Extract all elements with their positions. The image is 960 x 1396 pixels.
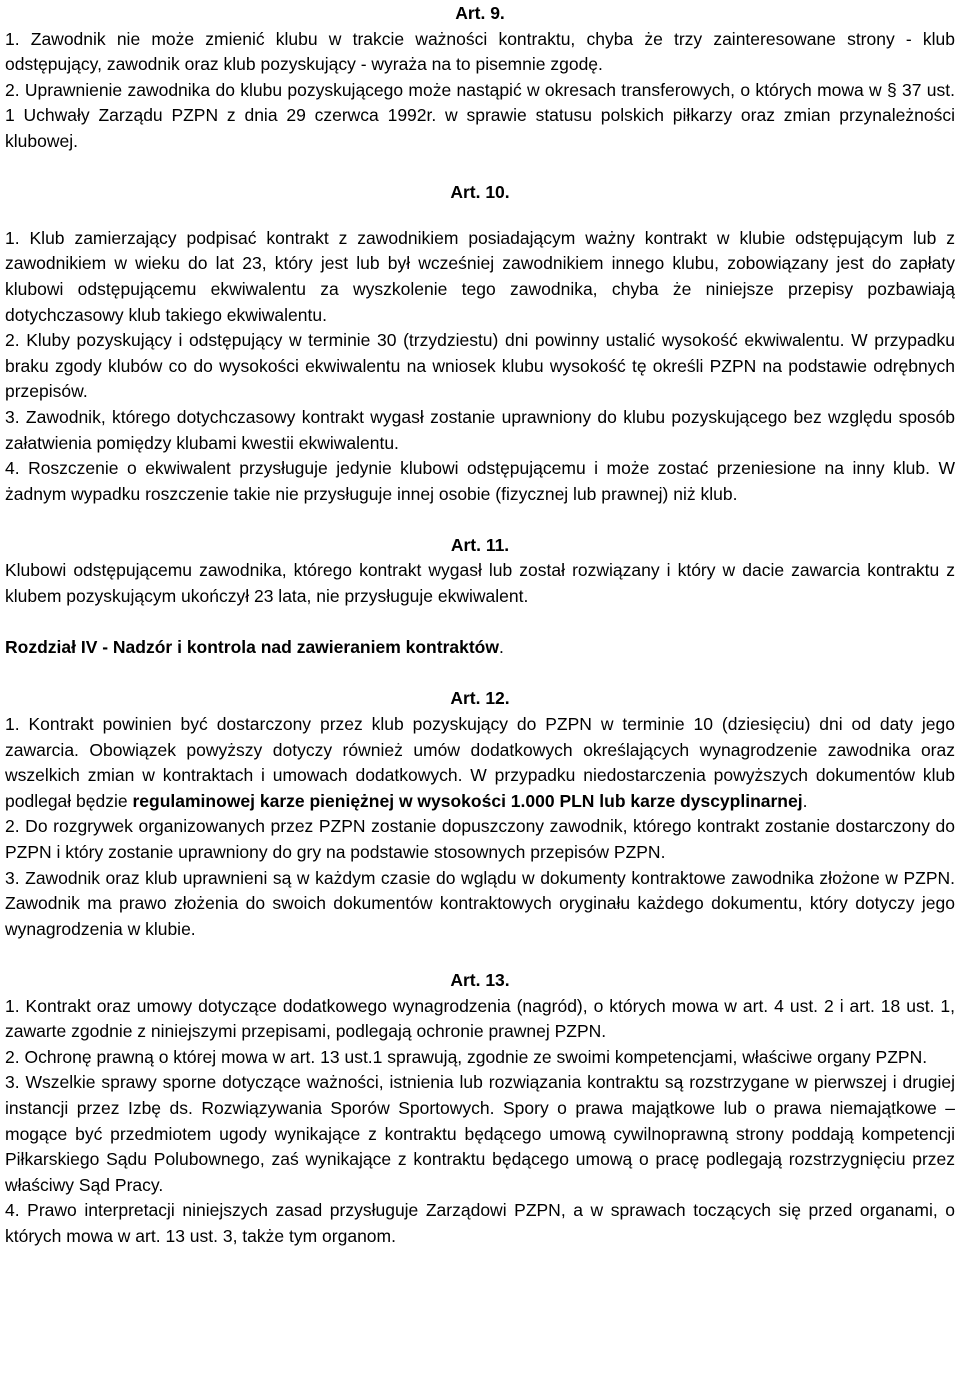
spacer <box>5 507 955 533</box>
art-10-heading: Art. 10. <box>450 182 510 203</box>
art-13-paragraph-1: 1. Kontrakt oraz umowy dotyczące dodatkowego wynagrodzenia (nagród), o których mowa w art. 4 ust. 2 i art. 18 ust. 1, zawarte zgodnie z niniejszymi przepisami, podlegają ochronie prawnej PZPN. <box>5 995 955 1042</box>
art-12-paragraph-1-text: 1. Kontrakt powinien być dostarczony przez klub pozyskujący do PZPN w terminie 10 (dziesięciu) dni od daty jego zawarcia. Obowiązek powyższy dotyczy również umów dodatkowych określających wynagrodzenie zawodnika oraz wszelkich zmian w kontraktach i umowach dodatkowych. W przypadku niedostarczenia powyższych dokumentów klub podlegał będzie <box>5 714 955 811</box>
spacer <box>5 155 955 181</box>
chapter-4-title-dot: . <box>498 637 504 658</box>
art-12-heading: Art. 12. <box>450 688 510 709</box>
art-12-penalty-bold: regulaminowej karze pieniężnej w wysokości 1.000 PLN lub karze dyscyplinarnej <box>132 790 803 811</box>
art-10-paragraph-1: 1. Klub zamierzający podpisać kontrakt z zawodnikiem posiadającym ważny kontrakt w klubie odstępującym lub z zawodnikiem w wieku do lat 23, który jest lub był wcześniej zawodnikiem innego klubu, zobowiązany jest do zapłaty klubowi odstępującemu ekwiwalentu za wyszkolenie tego zawodnika, chyba że niniejsze przepisy pozbawiają dotychczasowy klub takiego ekwiwalentu. <box>5 227 955 325</box>
art-12-paragraph-1-end: . <box>802 790 808 811</box>
art-10-paragraph-4: 4. Roszczenie o ekwiwalent przysługuje jedynie klubowi odstępującemu i może zostać przeniesione na inny klub. W żadnym wypadku roszczenie takie nie przysługuje innej osobie (fizycznej lub prawnej) niż klub. <box>5 458 955 504</box>
art-10-paragraph-3: 3. Zawodnik, którego dotychczasowy kontrakt wygasł zostanie uprawniony do klubu pozyskującego bez względu sposób załatwienia pomiędzy klubami kwestii ekwiwalentu. <box>5 406 955 453</box>
art-13-heading: Art. 13. <box>450 969 510 990</box>
art-12-paragraph-2: 2. Do rozgrywek organizowanych przez PZPN zostanie dopuszczony zawodnik, którego kontrakt zostanie dostarczony do PZPN i który zostanie uprawniony do gry na podstawie stosownych przepisów PZPN. <box>5 816 955 862</box>
art-13-paragraph-3: 3. Wszelkie sprawy sporne dotyczące ważności, istnienia lub rozwiązania kontraktu są rozstrzygane w pierwszej i drugiej instancji przez Izbę ds. Rozwiązywania Sporów Sportowych. Spory o prawa majątkowe lub o prawa niemajątkowe – mogące być przedmiotem ugody wynikające z kontraktu będącego umową cywilnoprawną strony poddają kompetencji Piłkarskiego Sądu Polubownego, zaś wynikające z kontraktu będącego umową o pracę podlegają rozstrzygnięciu przez właściwy Sąd Pracy. <box>5 1072 955 1195</box>
art-12-paragraph-1 <box>5 712 955 814</box>
art-11-paragraph-1: Klubowi odstępującemu zawodnika, którego kontrakt wygasł lub został rozwiązany i który w dacie zawarcia kontraktu z klubem pozyskującym ukończył 23 lata, nie przysługuje ekwiwalent. <box>5 560 955 607</box>
art-9-heading: Art. 9. <box>455 3 505 23</box>
art-13-paragraph-4: 4. Prawo interpretacji niniejszych zasad przysługuje Zarządowi PZPN, a w sprawach toczących się przed organami, o których mowa w art. 13 ust. 3, także tym organom. <box>5 1200 955 1246</box>
art-9-paragraph-2: 2. Uprawnienie zawodnika do klubu pozyskującego może nastąpić w okresach transferowych, o których mowa w § 37 ust. 1 Uchwały Zarządu PZPN z dnia 29 czerwca 1992r. w sprawie statusu polskich piłkarzy oraz zmian przynależności klubowej. <box>5 79 955 151</box>
spacer <box>5 610 955 636</box>
art-13-paragraph-2: 2. Ochronę prawną o której mowa w art. 13 ust.1 sprawują, zgodnie ze swoimi kompetencjami, właściwe organy PZPN. <box>5 1046 928 1067</box>
chapter-4-title-text: Rozdział IV - Nadzór i kontrola nad zawieraniem kontraktów <box>5 637 499 658</box>
spacer <box>5 661 955 687</box>
art-9-paragraph-1: 1. Zawodnik nie może zmienić klubu w trakcie ważności kontraktu, chyba że trzy zainteresowane strony - klub odstępujący, zawodnik oraz klub pozyskujący - wyraża na to pisemnie zgodę. <box>5 28 955 75</box>
art-12-paragraph-3: 3. Zawodnik oraz klub uprawnieni są w każdym czasie do wglądu w dokumenty kontraktowe zawodnika złożone w PZPN. Zawodnik ma prawo złożenia do swoich dokumentów kontraktowych oryginału każdego dokumentu, który dotyczy jego wynagrodzenia w klubie. <box>5 867 955 939</box>
chapter-4-title <box>5 635 955 661</box>
spacer <box>5 942 955 968</box>
art-11-heading: Art. 11. <box>450 534 510 555</box>
art-10-paragraph-2: 2. Kluby pozyskujący i odstępujący w terminie 30 (trzydziestu) dni powinny ustalić wysokość ekwiwalentu. W przypadku braku zgody klubów co do wysokości ekwiwalentu na wniosek klubu wysokość tę określi PZPN na podstawie odrębnych przepisów. <box>5 330 955 402</box>
spacer <box>5 206 955 226</box>
